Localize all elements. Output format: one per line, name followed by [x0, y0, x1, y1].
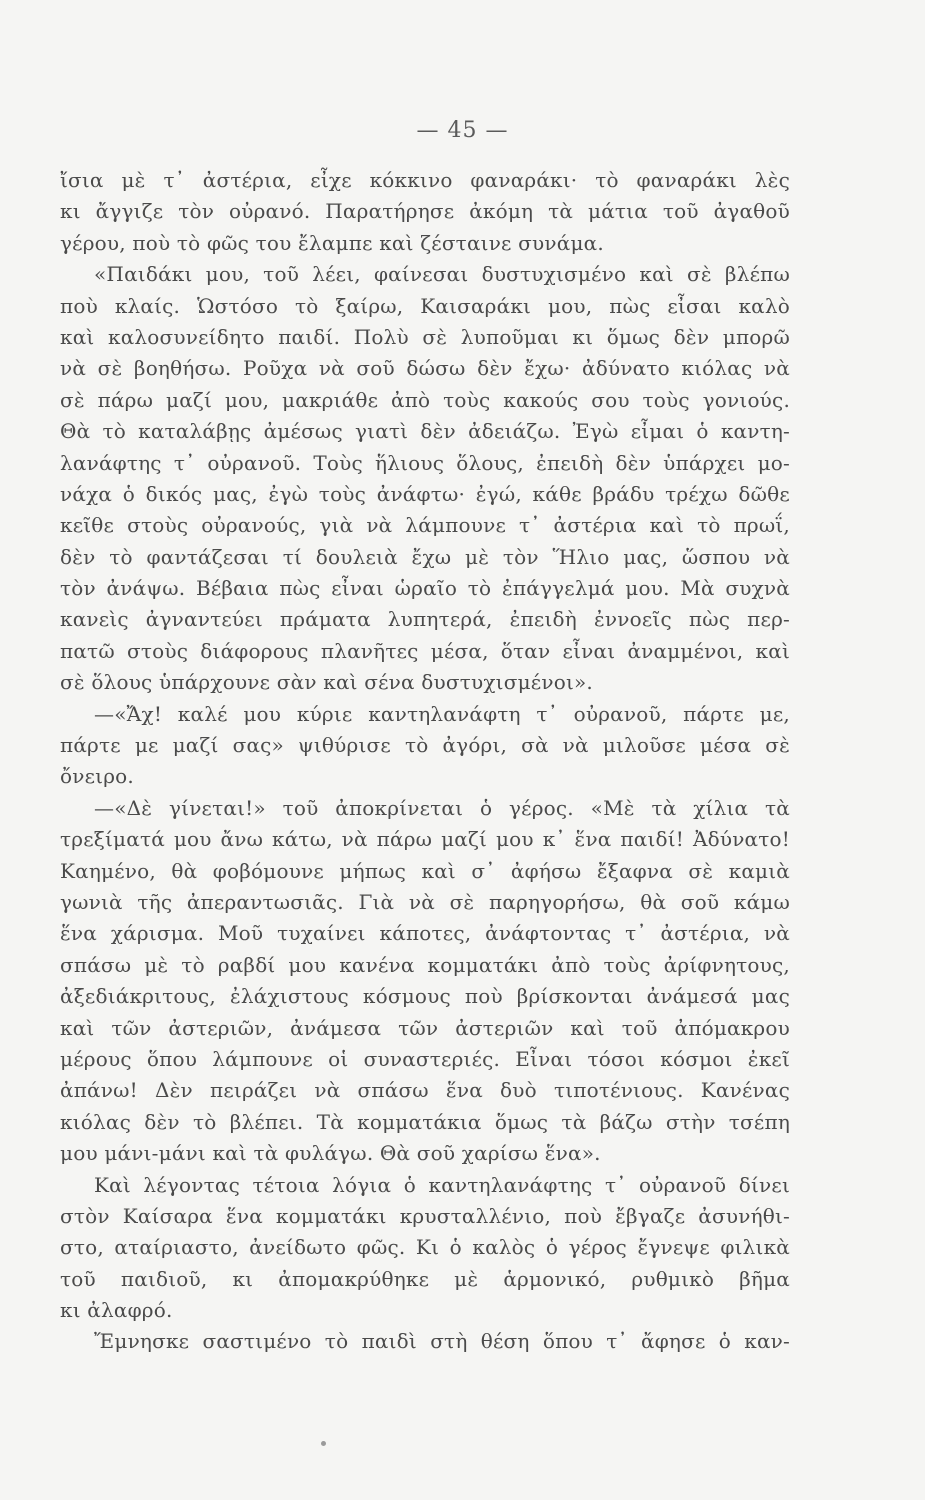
text-line: στὸν Καίσαρα ἕνα κομματάκι κρυσταλλένιο, ποὺ ἔβγαζε ἀσυνήθι- [60, 1203, 790, 1228]
text-line: ὄνειρο. [60, 764, 134, 789]
text-line: νάχα ὁ δικός μας, ἐγὼ τοὺς ἀνάφτω· ἐγώ, κάθε βράδυ τρέχω δῶθε [60, 481, 790, 506]
text-line: ἀπάνω! Δὲν πειράζει νὰ σπάσω ἕνα δυὸ τιποτένιους. Κανένας [60, 1078, 790, 1103]
text-line: λανάφτης τ᾿ οὐρανοῦ. Τοὺς ἥλιους ὅλους, ἐπειδὴ δὲν ὑπάρχει μο- [60, 450, 790, 475]
text-line: Ἔμνησκε σαστιμένο τὸ παιδὶ στὴ θέση ὅπου τ᾿ ἄφησε ὁ καν- [94, 1329, 790, 1354]
text-line: γέρου, ποὺ τὸ φῶς του ἔλαμπε καὶ ζέσταινε συνάμα. [60, 230, 604, 255]
text-line: ποὺ κλαίς. Ὡστόσο τὸ ξαίρω, Καισαράκι μου, πὼς εἶσαι καλὸ [60, 293, 790, 318]
text-line: γωνιὰ τῆς ἀπεραντωσιᾶς. Γιὰ νὰ σὲ παρηγορήσω, θὰ σοῦ κάμω [60, 889, 790, 914]
text-line: Καὶ λέγοντας τέτοια λόγια ὁ καντηλανάφτης τ᾿ οὐρανοῦ δίνει [94, 1172, 790, 1197]
text-line: σὲ πάρω μαζί μου, μακριάθε ἀπὸ τοὺς κακούς σου τοὺς γονιούς. [60, 387, 790, 412]
paper-speck [321, 1441, 326, 1446]
text-line: πατῶ στοὺς διάφορους πλανῆτες μέσα, ὅταν εἶναι ἀναμμένοι, καὶ [60, 638, 790, 663]
text-line: κανεὶς ἀγναντεύει πράματα λυπητερά, ἐπειδὴ ἐννοεῖς πὼς περ- [60, 607, 790, 632]
text-line: δὲν τὸ φαντάζεσαι τί δουλειὰ ἔχω μὲ τὸν Ἥλιο μας, ὥσπου νὰ [60, 544, 790, 569]
text-line: μέρους ὅπου λάμπουνε οἱ συναστεριές. Εἶναι τόσοι κόσμοι ἐκεῖ [60, 1046, 790, 1071]
text-line: καὶ καλοσυνείδητο παιδί. Πολὺ σὲ λυποῦμαι κι ὅμως δὲν μπορῶ [60, 324, 790, 349]
text-line: τοῦ παιδιοῦ, κι ἀπομακρύθηκε μὲ ἁρμονικό, ρυθμικὸ βῆμα [60, 1266, 790, 1291]
text-line: Καημένο, θὰ φοβόμουνε μήπως καὶ σ᾿ ἀφήσω ἔξαφνα σὲ καμιὰ [60, 858, 790, 883]
text-line: κεῖθε στοὺς οὐρανούς, γιὰ νὰ λάμπουνε τ᾿ ἀστέρια καὶ τὸ πρωΐ, [60, 513, 790, 538]
text-line: ἀξεδιάκριτους, ἐλάχιστους κόσμους ποὺ βρίσκονται ἀνάμεσά μας [60, 984, 790, 1009]
text-line: ἕνα χάρισμα. Μοῦ τυχαίνει κάποτες, ἀνάφτοντας τ᾿ ἀστέρια, νὰ [60, 921, 790, 946]
text-line: νὰ σὲ βοηθήσω. Ροῦχα νὰ σοῦ δώσω δὲν ἔχω· ἀδύνατο κιόλας νὰ [60, 356, 790, 381]
text-line: Θὰ τὸ καταλάβῃς ἀμέσως γιατὶ δὲν ἀδειάζω. Ἐγὼ εἶμαι ὁ καντη- [60, 419, 790, 444]
page-number: — 45 — [416, 118, 509, 143]
text-line: κι ἄγγιζε τὸν οὐρανό. Παρατήρησε ἀκόμη τὰ μάτια τοῦ ἀγαθοῦ [60, 199, 790, 224]
text-line: ἴσια μὲ τ᾿ ἀστέρια, εἶχε κόκκινο φαναράκι· τὸ φαναράκι λὲς [60, 168, 790, 192]
text-line: σπάσω μὲ τὸ ραβδί μου κανένα κομματάκι ἀπὸ τοὺς ἀρίφνητους, [60, 952, 790, 977]
text-line: —«Ἄχ! καλέ μου κύριε καντηλανάφτη τ᾿ οὐρανοῦ, πάρτε με, [94, 701, 790, 726]
text-line: πάρτε με μαζί σας» ψιθύρισε τὸ ἀγόρι, σὰ νὰ μιλοῦσε μέσα σὲ [60, 733, 790, 758]
text-line: τὸν ἀνάψω. Βέβαια πὼς εἶναι ὡραῖο τὸ ἐπάγγελμά μου. Μὰ συχνὰ [60, 576, 790, 601]
text-line: σὲ ὅλους ὑπάρχουνε σὰν καὶ σένα δυστυχισμένοι». [60, 670, 593, 695]
text-line: κι ἀλαφρό. [60, 1298, 173, 1323]
text-line: κιόλας δὲν τὸ βλέπει. Τὰ κομματάκια ὅμως τὰ βάζω στὴν τσέπη [60, 1109, 790, 1134]
text-line: στο, αταίριαστο, ἀνείδωτο φῶς. Κι ὁ καλὸς ὁ γέρος ἔγνεψε φιλικὰ [60, 1235, 790, 1260]
text-line: καὶ τῶν ἀστεριῶν, ἀνάμεσα τῶν ἀστεριῶν καὶ τοῦ ἀπόμακρου [60, 1015, 790, 1040]
body-text [60, 165, 790, 1358]
text-line: μου μάνι-μάνι καὶ τὰ φυλάγω. Θὰ σοῦ χαρίσω ἕνα». [60, 1141, 601, 1166]
text-line: —«Δὲ γίνεται!» τοῦ ἀποκρίνεται ὁ γέρος. «Μὲ τὰ χίλια τὰ [94, 795, 790, 820]
text-line: τρεξίματά μου ἄνω κάτω, νὰ πάρω μαζί μου κ᾿ ἕνα παιδί! Ἀδύνατο! [60, 827, 790, 852]
text-line: «Παιδάκι μου, τοῦ λέει, φαίνεσαι δυστυχισμένο καὶ σὲ βλέπω [94, 262, 790, 287]
